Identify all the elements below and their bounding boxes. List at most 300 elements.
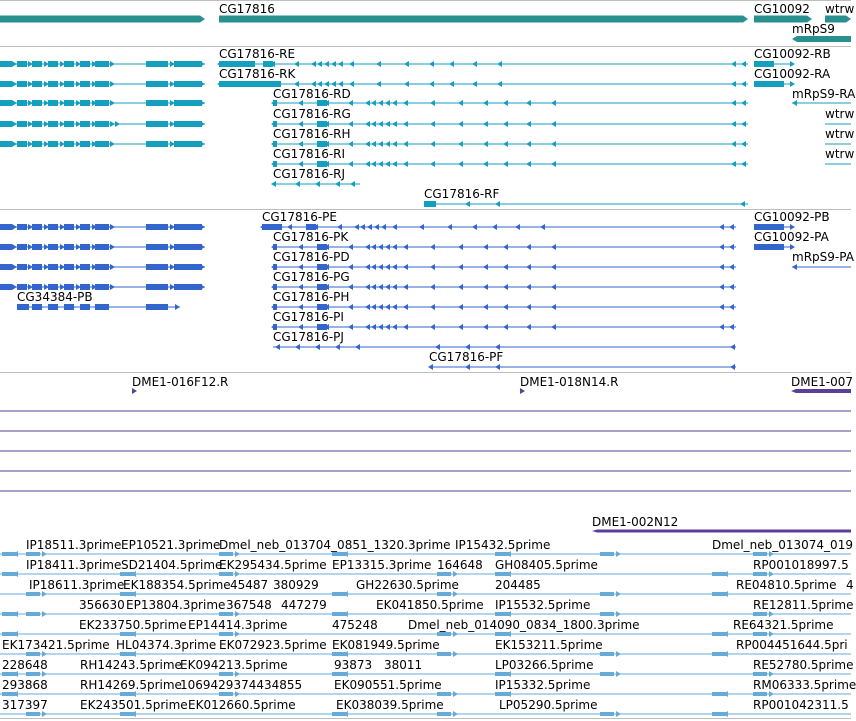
exon-block	[95, 284, 109, 290]
exon-block	[95, 224, 109, 230]
probe-label-016f12[interactable]: DME1-016F12.R	[132, 375, 229, 389]
strand-arrow	[497, 81, 502, 87]
strand-arrow	[354, 224, 359, 230]
strand-arrow	[729, 264, 734, 270]
est-label[interactable]: 1069429374434855	[180, 678, 303, 692]
strand-arrow	[200, 284, 205, 290]
est-label[interactable]: EK041850.5prime	[376, 598, 484, 612]
exon-block	[32, 244, 42, 250]
strand-arrow	[348, 324, 353, 330]
strand-arrow	[403, 161, 408, 167]
refseq-label-mrps9-pa[interactable]: mRpS9-PA	[792, 250, 854, 264]
strand-arrow	[12, 100, 17, 106]
est-label[interactable]: IP15532.5prime	[495, 598, 591, 612]
strand-arrow	[719, 304, 724, 310]
strand-arrow	[730, 344, 735, 350]
exon-block	[17, 244, 27, 250]
est-label[interactable]: RP004451644.5pri	[736, 638, 848, 652]
refseq-label-cg17816-pd[interactable]: CG17816-PD	[273, 250, 350, 264]
est-label[interactable]: 367548	[226, 598, 272, 612]
strand-arrow	[378, 244, 383, 250]
est-label[interactable]: 228648	[2, 658, 48, 672]
refseq-label-cg34384-pb[interactable]: CG34384-PB	[17, 290, 93, 304]
probe-label-018n14[interactable]: DME1-018N14.R	[520, 375, 619, 389]
exon-block	[95, 264, 109, 270]
est-arrow	[13, 611, 18, 617]
exon-block	[32, 264, 42, 270]
est-arrow	[723, 591, 728, 597]
strand-arrow	[365, 264, 370, 270]
exon-block	[64, 141, 74, 147]
est-arrow	[723, 571, 728, 577]
est-label[interactable]: 164648	[437, 558, 483, 572]
strand-arrow	[385, 264, 390, 270]
strand-arrow	[371, 244, 376, 250]
exon-block	[95, 81, 109, 87]
exon-block	[146, 121, 168, 127]
strand-arrow	[385, 284, 390, 290]
strand-arrow	[551, 121, 556, 127]
strand-arrow	[392, 244, 397, 250]
strand-arrow	[551, 324, 556, 330]
est-label[interactable]: 447279	[281, 598, 327, 612]
est-block	[437, 632, 451, 636]
strand-arrow	[110, 264, 115, 270]
est-label[interactable]: EK153211.5prime	[495, 638, 603, 652]
strand-arrow	[503, 161, 508, 167]
exon-block	[64, 81, 74, 87]
strand-arrow	[729, 324, 734, 330]
est-label[interactable]: 204485	[495, 578, 541, 592]
est-label[interactable]: EP13315.3prime	[332, 558, 432, 572]
transcript-label-mrps9-ra[interactable]: mRpS9-RA	[792, 87, 856, 101]
est-label[interactable]: Dmel_neb_013074_019	[712, 538, 853, 552]
transcript-label-cg17816-ri[interactable]: CG17816-RI	[273, 147, 346, 161]
est-label[interactable]: EK038039.5prime	[336, 698, 444, 712]
exon-block	[219, 81, 281, 87]
exon-block	[80, 81, 90, 87]
exon-block	[48, 81, 58, 87]
strand-arrow	[526, 244, 531, 250]
strand-arrow	[503, 121, 508, 127]
transcript-label-cg10092-rb[interactable]: CG10092-RB	[754, 47, 831, 61]
est-block	[219, 632, 233, 636]
est-label[interactable]: EP14414.3prime	[188, 618, 288, 632]
strand-arrow	[483, 304, 488, 310]
gene-label-cg17816[interactable]: CG17816	[219, 2, 275, 16]
strand-arrow	[403, 284, 408, 290]
strand-arrow	[458, 284, 463, 290]
est-label[interactable]: RE52780.5prime	[753, 658, 854, 672]
est-label[interactable]: RP001018997.5	[753, 558, 849, 572]
strand-arrow	[719, 244, 724, 250]
exon-block	[32, 100, 42, 106]
strand-arrow	[350, 181, 355, 187]
est-arrow	[616, 651, 621, 657]
est-label[interactable]: GH08405.5prime	[495, 558, 598, 572]
est-label[interactable]: IP15432.5prime	[455, 538, 551, 552]
strand-arrow	[503, 324, 508, 330]
strand-arrow	[110, 81, 115, 87]
strand-arrow	[731, 161, 736, 167]
exon-block	[17, 121, 27, 127]
exon-block	[0, 61, 12, 67]
exon-block	[146, 284, 168, 290]
strand-arrow	[392, 264, 397, 270]
strand-arrow	[483, 141, 488, 147]
exon-block	[48, 244, 58, 250]
est-label[interactable]: EK295434.5prime	[219, 558, 327, 572]
strand-arrow	[367, 224, 372, 230]
exon-block	[64, 121, 74, 127]
strand-arrow	[403, 244, 408, 250]
strand-arrow	[365, 284, 370, 290]
strand-arrow	[335, 344, 340, 350]
strand-arrow	[483, 284, 488, 290]
exon-block	[80, 121, 90, 127]
est-label[interactable]: RM06333.5prime	[753, 678, 856, 692]
est-arrow	[723, 691, 728, 697]
strand-arrow	[315, 344, 320, 350]
est-label[interactable]: HL04374.3prime	[116, 638, 217, 652]
strand-arrow	[551, 161, 556, 167]
strand-arrow	[430, 141, 435, 147]
transcript-label-wtrw-2[interactable]: wtrw	[825, 127, 855, 141]
strand-arrow	[503, 141, 508, 147]
strand-arrow	[331, 61, 336, 67]
strand-arrow	[378, 161, 383, 167]
est-block	[600, 612, 614, 616]
strand-arrow	[403, 141, 408, 147]
strand-arrow	[731, 100, 736, 106]
est-label[interactable]: IP18511.3prime	[26, 538, 122, 552]
refseq-label-cg17816-pj[interactable]: CG17816-PJ	[273, 330, 344, 344]
exon-block	[95, 121, 109, 127]
strand-arrow	[403, 304, 408, 310]
est-block	[600, 672, 614, 676]
est-arrow	[723, 651, 728, 657]
est-label[interactable]: IP18411.3prime	[26, 558, 122, 572]
exon-block	[80, 264, 90, 270]
est-arrow	[616, 551, 621, 557]
strand-arrow	[403, 264, 408, 270]
strand-arrow	[348, 141, 353, 147]
separator-genes	[0, 0, 851, 1]
refseq-label-cg17816-pk[interactable]: CG17816-PK	[273, 230, 349, 244]
strand-arrow	[392, 100, 397, 106]
strand-arrow	[483, 100, 488, 106]
strand-arrow	[378, 304, 383, 310]
est-arrow	[723, 631, 728, 637]
est-label[interactable]: Dmel_neb_014090_0834_1800.3prime	[408, 618, 640, 632]
est-label[interactable]: RH14243.5prime	[80, 658, 182, 672]
probe-label-007[interactable]: DME1-007	[791, 375, 854, 389]
est-label[interactable]: 380929	[273, 578, 319, 592]
est-label[interactable]: EP10521.3prime	[121, 538, 221, 552]
est-block	[26, 592, 40, 596]
strand-arrow	[551, 304, 556, 310]
strand-arrow	[458, 100, 463, 106]
est-arrow	[343, 611, 348, 617]
strand-arrow	[472, 81, 477, 87]
exon-block	[48, 121, 58, 127]
est-label[interactable]: EK081949.5prime	[332, 638, 440, 652]
strand-arrow	[731, 121, 736, 127]
strand-arrow	[200, 100, 205, 106]
est-label[interactable]: EP13804.3prime	[126, 598, 226, 612]
est-label[interactable]: SD21404.5prime	[121, 558, 223, 572]
est-label[interactable]: RP001042311.5	[753, 698, 849, 712]
est-block	[600, 552, 614, 556]
est-label[interactable]: 356630	[79, 598, 125, 612]
strand-arrow	[335, 181, 340, 187]
est-arrow	[616, 611, 621, 617]
transcript-label-wtrw-1[interactable]: wtrw	[825, 107, 855, 121]
est-block	[753, 672, 767, 676]
strand-arrow	[741, 100, 746, 106]
refseq-label-cg17816-pe[interactable]: CG17816-PE	[262, 210, 337, 224]
strand-arrow	[348, 161, 353, 167]
strand-arrow	[740, 201, 745, 207]
est-label[interactable]: Dmel_neb_013704_0851_1320.3prime	[219, 538, 451, 552]
exon-block	[146, 61, 168, 67]
transcript-label-cg17816-rh[interactable]: CG17816-RH	[273, 127, 351, 141]
strand-arrow	[378, 100, 383, 106]
exon-block	[146, 81, 168, 87]
est-arrow	[13, 631, 18, 637]
est-label[interactable]: EK188354.5prime	[123, 578, 231, 592]
strand-arrow	[371, 264, 376, 270]
est-label[interactable]: EK243501.5prime	[80, 698, 188, 712]
strand-arrow	[503, 244, 508, 250]
strand-arrow	[497, 61, 502, 67]
est-label[interactable]: EK233750.5prime	[79, 618, 187, 632]
strand-arrow	[719, 284, 724, 290]
separator-ests	[0, 718, 851, 719]
est-label[interactable]: EK012660.5prime	[188, 698, 296, 712]
est-label[interactable]: GH22630.5prime	[356, 578, 459, 592]
exon-block	[95, 141, 109, 147]
exon-block	[424, 201, 436, 207]
strand-arrow	[458, 264, 463, 270]
strand-arrow	[317, 61, 322, 67]
strand-arrow	[115, 121, 120, 127]
est-label[interactable]: 45487	[230, 578, 269, 592]
est-arrow	[616, 711, 621, 717]
est-block	[26, 612, 40, 616]
exon-block	[0, 100, 12, 106]
transcript-label-wtrw-3[interactable]: wtrw	[825, 147, 855, 161]
transcript-label-cg17816-rf[interactable]: CG17816-RF	[424, 187, 500, 201]
est-label[interactable]: LP05290.5prime	[499, 698, 598, 712]
strand-arrow	[472, 224, 477, 230]
exon-block	[146, 141, 168, 147]
strand-arrow	[378, 324, 383, 330]
strand-arrow	[200, 61, 205, 67]
transcript-label-cg17816-rg[interactable]: CG17816-RG	[273, 107, 351, 121]
strand-arrow	[376, 81, 381, 87]
strand-arrow	[324, 61, 329, 67]
exon-block	[0, 81, 12, 87]
strand-arrow	[365, 121, 370, 127]
exon-block	[95, 100, 109, 106]
est-arrow	[723, 711, 728, 717]
gene-label-mrps9[interactable]: mRpS9	[792, 22, 835, 36]
strand-arrow	[792, 264, 797, 270]
strand-arrow	[376, 61, 381, 67]
est-arrow	[42, 611, 47, 617]
transcript-label-cg17816-rd[interactable]: CG17816-RD	[273, 87, 351, 101]
strand-arrow	[349, 61, 354, 67]
strand-arrow	[526, 100, 531, 106]
strand-arrow	[12, 141, 17, 147]
transcript-label-cg10092-ra[interactable]: CG10092-RA	[754, 67, 831, 81]
gene-label-cg10092[interactable]: CG10092	[754, 2, 810, 16]
est-arrow	[453, 711, 458, 717]
exon-block	[80, 141, 90, 147]
strand-arrow	[741, 161, 746, 167]
est-label[interactable]: RE04810.5prime	[736, 578, 837, 592]
strand-arrow	[12, 61, 17, 67]
gene-bar-mrps9	[792, 36, 851, 42]
est-label[interactable]: 93873	[334, 658, 373, 672]
transcript-label-cg17816-rj[interactable]: CG17816-RJ	[273, 167, 346, 181]
strand-arrow	[378, 284, 383, 290]
strand-arrow	[403, 100, 408, 106]
strand-arrow	[430, 304, 435, 310]
strand-arrow	[365, 161, 370, 167]
exon-block	[146, 100, 168, 106]
exon-block	[64, 61, 74, 67]
exon-block	[754, 81, 784, 87]
strand-arrow	[719, 264, 724, 270]
refseq-label-cg17816-ph[interactable]: CG17816-PH	[273, 290, 350, 304]
est-block	[437, 692, 451, 696]
est-label[interactable]: LP03266.5prime	[495, 658, 594, 672]
strand-arrow	[371, 141, 376, 147]
strand-arrow	[495, 364, 500, 370]
est-block	[26, 652, 40, 656]
exon-block	[32, 224, 42, 230]
strand-arrow	[381, 224, 386, 230]
est-label[interactable]: 293868	[2, 678, 48, 692]
strand-arrow	[483, 161, 488, 167]
exon-block	[80, 244, 90, 250]
est-arrow	[453, 651, 458, 657]
exon-block	[17, 61, 27, 67]
strand-arrow	[200, 244, 205, 250]
strand-arrow	[503, 304, 508, 310]
strand-arrow	[378, 141, 383, 147]
exon-block	[146, 304, 168, 310]
est-label[interactable]: 475248	[332, 618, 378, 632]
exon-block	[174, 284, 202, 290]
strand-arrow	[483, 324, 488, 330]
strand-arrow	[385, 304, 390, 310]
strand-arrow	[731, 61, 736, 67]
strand-arrow	[392, 304, 397, 310]
exon-block	[174, 264, 202, 270]
gene-label-wtrw[interactable]: wtrw	[825, 2, 855, 16]
exon-block	[0, 224, 12, 230]
strand-arrow	[338, 61, 343, 67]
strand-arrow	[503, 284, 508, 290]
est-label[interactable]: IP18611.3prime	[29, 578, 125, 592]
est-label[interactable]: RE12811.5prime	[753, 598, 854, 612]
exon-block	[95, 244, 109, 250]
refseq-label-cg17816-pf[interactable]: CG17816-PF	[429, 350, 504, 364]
est-arrow	[616, 591, 621, 597]
transcript-label-cg17816-re[interactable]: CG17816-RE	[219, 47, 296, 61]
strand-arrow	[741, 61, 746, 67]
exon-block	[64, 244, 74, 250]
exon-block	[174, 100, 202, 106]
est-block	[600, 712, 614, 716]
est-label[interactable]: 38011	[384, 658, 423, 672]
strand-arrow	[465, 364, 470, 370]
strand-arrow	[551, 284, 556, 290]
exon-block	[80, 224, 90, 230]
strand-arrow	[526, 264, 531, 270]
est-block	[219, 672, 233, 676]
est-label[interactable]: EK072923.5prime	[219, 638, 327, 652]
strand-arrow	[385, 141, 390, 147]
est-arrow	[453, 691, 458, 697]
est-block	[26, 672, 40, 676]
strand-arrow	[385, 324, 390, 330]
strand-arrow	[378, 121, 383, 127]
strand-arrow	[12, 224, 17, 230]
refseq-label-cg17816-pg[interactable]: CG17816-PG	[273, 270, 350, 284]
est-label[interactable]: EK173421.5prime	[2, 638, 110, 652]
refseq-label-cg17816-pi[interactable]: CG17816-PI	[273, 310, 344, 324]
probe-label-002n12[interactable]: DME1-002N12	[592, 515, 679, 529]
est-block	[437, 592, 451, 596]
strand-arrow	[378, 264, 383, 270]
est-label[interactable]: 4	[846, 578, 854, 592]
probe-bar	[592, 530, 851, 533]
est-block	[219, 572, 233, 576]
exon-block	[0, 244, 12, 250]
strand-arrow	[551, 100, 556, 106]
exon-block	[48, 304, 58, 310]
strand-arrow	[430, 100, 435, 106]
est-label[interactable]: IP15332.5prime	[495, 678, 591, 692]
exon-block	[146, 264, 168, 270]
strand-arrow	[404, 81, 409, 87]
exon-block	[17, 141, 27, 147]
strand-arrow	[110, 244, 115, 250]
est-label[interactable]: EK094213.5prime	[180, 658, 288, 672]
strand-arrow	[731, 141, 736, 147]
strand-arrow	[365, 141, 370, 147]
exon-block	[64, 264, 74, 270]
strand-arrow	[729, 284, 734, 290]
strand-arrow	[403, 324, 408, 330]
est-label[interactable]: RH14269.5prime	[80, 678, 182, 692]
strand-arrow	[392, 121, 397, 127]
transcript-label-cg17816-rk[interactable]: CG17816-RK	[219, 67, 296, 81]
est-arrow	[343, 591, 348, 597]
strand-arrow	[526, 304, 531, 310]
refseq-label-cg10092-pa[interactable]: CG10092-PA	[754, 230, 829, 244]
separator-refseq	[0, 209, 851, 210]
est-label[interactable]: EK090551.5prime	[334, 678, 442, 692]
est-label[interactable]: 317397	[2, 698, 48, 712]
refseq-label-cg10092-pb[interactable]: CG10092-PB	[754, 210, 830, 224]
est-label[interactable]: RE64321.5prime	[733, 618, 834, 632]
strand-arrow	[110, 121, 115, 127]
